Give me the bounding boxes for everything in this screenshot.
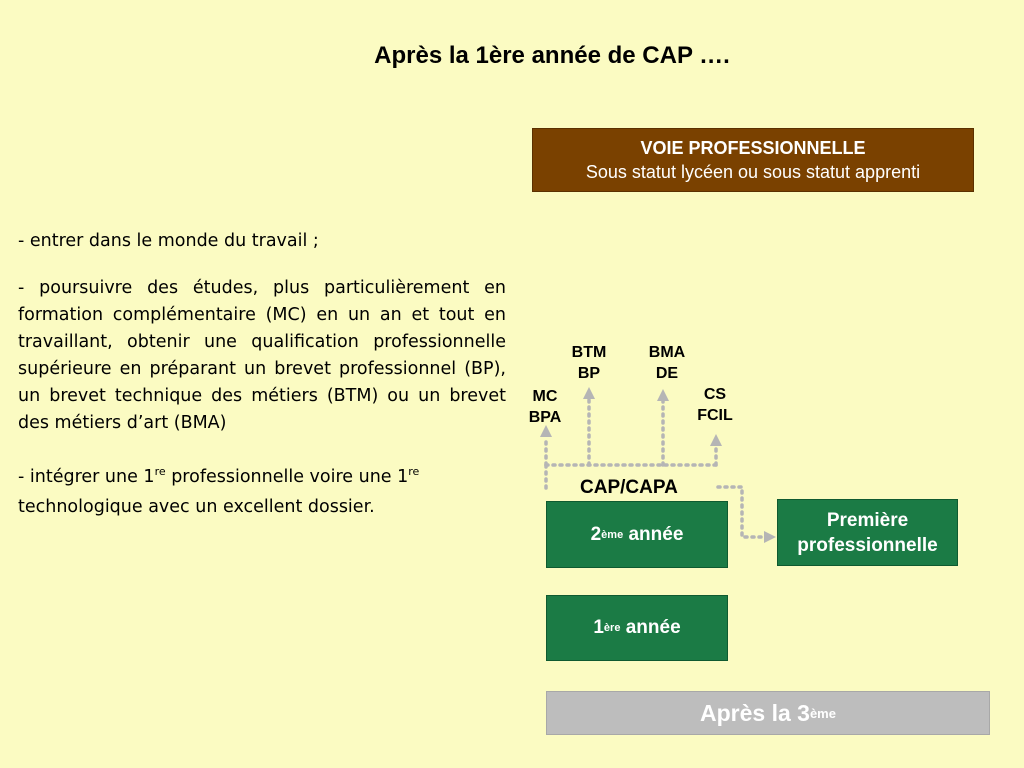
- arrowhead-btm: [583, 387, 595, 399]
- arrowhead-bma: [657, 389, 669, 401]
- box-premiere-professionnelle: Première professionnelle: [777, 499, 958, 566]
- box-premiere-annee: 1 ère année: [546, 595, 728, 661]
- label-bma-de: BMA DE: [648, 344, 686, 382]
- bullet-item-etudes: - poursuivre des études, plus particulièrement en formation complémentaire (MC) en un an et tout en travaillant, obtenir une qualification professionnelle supérieure en préparant un brevet professionnel (BP), un brevet technique des métiers (BTM) ou un brevet des métiers d’art (BMA): [18, 278, 506, 433]
- arrowhead-premiere: [764, 531, 776, 543]
- page-title: Après la 1ère année de CAP ….: [374, 42, 730, 69]
- bullet-item-integrer: - intégrer une 1re professionnelle voire une 1re technologique avec un excellent dossier.: [18, 465, 420, 517]
- arrowhead-cs: [710, 434, 722, 446]
- voie-subtitle: Sous statut lycéen ou sous statut apprenti: [585, 162, 921, 182]
- box-deuxieme-annee: 2 ème année: [546, 501, 728, 568]
- voie-heading: VOIE PROFESSIONNELLE: [640, 138, 866, 158]
- label-mc-bpa: MC BPA: [528, 388, 562, 426]
- box-apres-la-3eme: Après la 3 ème: [546, 691, 990, 735]
- cap-capa-label: CAP/CAPA: [580, 477, 678, 498]
- bullet-item-travail: - entrer dans le monde du travail ;: [18, 231, 319, 251]
- label-cs-fcil: CS FCIL: [697, 386, 733, 424]
- label-btm-bp: BTM BP: [571, 344, 607, 382]
